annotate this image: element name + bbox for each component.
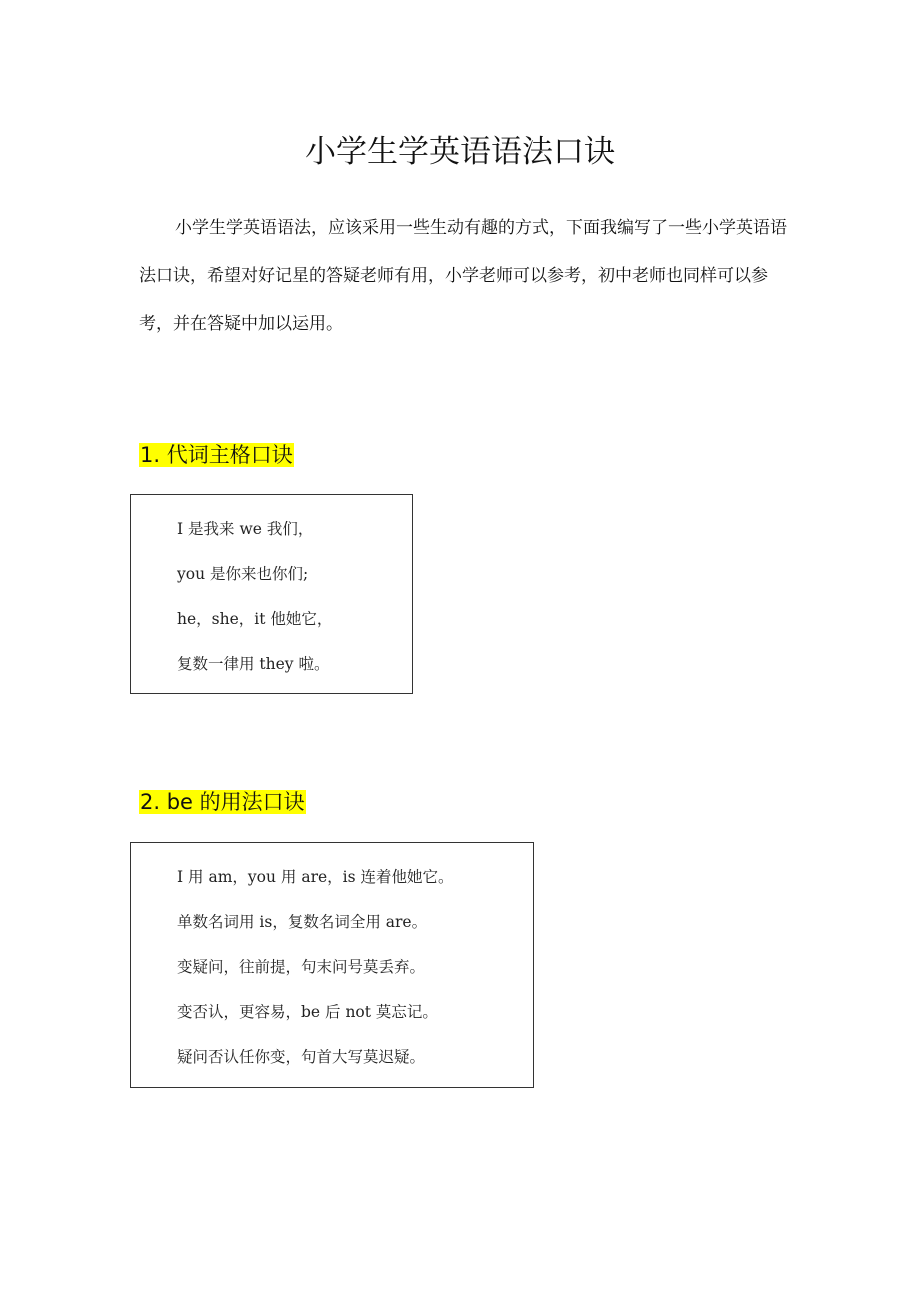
rhyme-line: 复数一律用 they 啦。: [177, 655, 330, 673]
rhyme-line: I 用 am，you 用 are，is 连着他她它。: [177, 868, 454, 886]
section-heading-pronoun: [139, 436, 294, 474]
section-heading-text: 1. 代词主格口诀: [140, 443, 293, 467]
intro-paragraph: 小学生学英语语法，应该采用一些生动有趣的方式，下面我编写了一些小学英语语法口诀，希望对好记星的答疑老师有用，小学老师可以参考，初中老师也同样可以参考，并在答疑中加以运用。: [139, 218, 787, 334]
rhyme-line: 变疑问，往前提，句末问号莫丢弃。: [177, 958, 426, 976]
section-heading-text: 2. be 的用法口诀: [140, 790, 305, 814]
document-title: 小学生学英语语法口诀: [305, 134, 615, 170]
pronoun-rhyme-box: [130, 494, 413, 694]
rhyme-line: 变否认，更容易，be 后 not 莫忘记。: [177, 1003, 438, 1021]
rhyme-line: I 是我来 we 我们，: [177, 520, 314, 538]
rhyme-line: 单数名词用 is，复数名词全用 are。: [177, 913, 428, 931]
rhyme-line: 疑问否认任你变，句首大写莫迟疑。: [177, 1048, 426, 1066]
rhyme-line: you 是你来也你们;: [177, 565, 309, 583]
be-usage-rhyme-box: [130, 842, 534, 1088]
rhyme-line: he，she，it 他她它，: [177, 610, 333, 628]
section-heading-be-usage: [139, 783, 306, 821]
